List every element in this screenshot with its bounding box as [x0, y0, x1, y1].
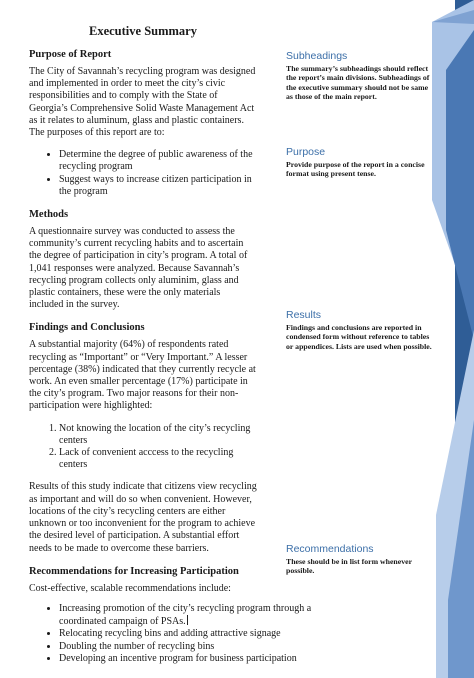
purpose-bullets	[29, 149, 257, 198]
findings-reasons	[29, 423, 257, 472]
list-item: • Doubling the number of recycling bins	[59, 641, 329, 653]
section-findings	[29, 321, 257, 554]
section-recommendations	[29, 565, 312, 665]
findings-conclusion: Results of this study indicate that citizens view recycling as important and will do so when convenient. However, locations of the city’s recycling centers are either unknown or too inconvenient for the program to achieve the desired level of participation. A substantial effort needs to be made to overcome these barriers.	[29, 481, 257, 554]
main-column	[29, 24, 312, 675]
note-title: Results	[286, 309, 322, 321]
section-heading-recommendations: Recommendations for Increasing Participation	[29, 565, 239, 577]
section-heading-findings: Findings and Conclusions	[29, 322, 145, 334]
list-item: • Relocating recycling bins and adding attractive signage	[59, 628, 329, 640]
list-item-text: Increasing promotion of the city’s recycling program through a coordinated campaign of PSAs.	[59, 602, 312, 628]
list-item: • Determine the degree of public awareness of the recycling program	[59, 149, 257, 173]
recommendations-list	[29, 603, 329, 665]
list-item: 1. Not knowing the location of the city’s recycling centers	[59, 423, 257, 447]
list-item: • Suggest ways to increase citizen participation in the program	[59, 174, 257, 198]
section-purpose	[29, 48, 257, 198]
note-text: Provide purpose of the report in a concise format using present tense.	[286, 160, 425, 179]
note-text: These should be in list form whenever possible.	[286, 557, 412, 576]
upper-triangle-dark	[446, 30, 474, 340]
note-text: The summary’s subheadings should reflect the report’s main divisions. Subheadings of the executive summary should not be same as those of the main report.	[286, 64, 430, 102]
list-item	[59, 603, 329, 628]
methods-body: A questionnaire survey was conducted to assess the community’s current recycling habits and to ascertain the degree of participation in city’s program. A total of 1,041 responses were analyzed. Because Savannah’s recycling program collects only aluminim, glass and plastic containers, these were the only materials included in the survey.	[29, 226, 248, 311]
section-heading-methods: Methods	[29, 209, 69, 221]
list-item: • Developing an incentive program for business participation	[59, 653, 329, 665]
sidebar-note-purpose	[286, 146, 436, 179]
note-title: Recommendations	[286, 543, 374, 555]
sidebar-note-results	[286, 309, 436, 351]
sidebar-note-recommendations	[286, 543, 436, 576]
section-methods	[29, 208, 257, 311]
sidebar-note-subheadings	[286, 50, 436, 102]
purpose-body: The City of Savannah’s recycling program was designed and implemented in order to meet the city’s civic responsibilities and to comply with the State of Georgia’s Comprehensive Solid Waste Management Act as it relates to aluminum, glass and plastic containers. The purposes of this report are to:	[29, 66, 256, 139]
lower-triangle-light	[436, 330, 474, 678]
text-cursor	[187, 615, 188, 625]
section-heading-purpose: Purpose of Report	[29, 49, 112, 60]
note-text: Findings and conclusions are reported in condensed form without reference to tables or appendices. Lists are used when possible.	[286, 323, 432, 351]
right-edge-band	[455, 0, 474, 678]
note-title: Purpose	[286, 146, 326, 158]
list-item: 2. Lack of convenient acccess to the recycling centers	[59, 447, 257, 471]
page-title: Executive Summary	[89, 24, 197, 38]
lower-triangle-mid	[448, 420, 474, 678]
top-corner-flag	[432, 10, 474, 24]
upper-triangle-light	[432, 0, 474, 318]
recommendations-intro: Cost-effective, scalable recommendations include:	[29, 582, 231, 594]
findings-body: A substantial majority (64%) of respondents rated recycling as “Important” or “Very Important.” A lesser percentage (38%) indicated that they currently recycle at work. An even smaller percentage (17%) participate in the city’s program. Two major reasons for their non-participation were highlighted:	[29, 339, 256, 412]
note-title: Subheadings	[286, 50, 348, 62]
